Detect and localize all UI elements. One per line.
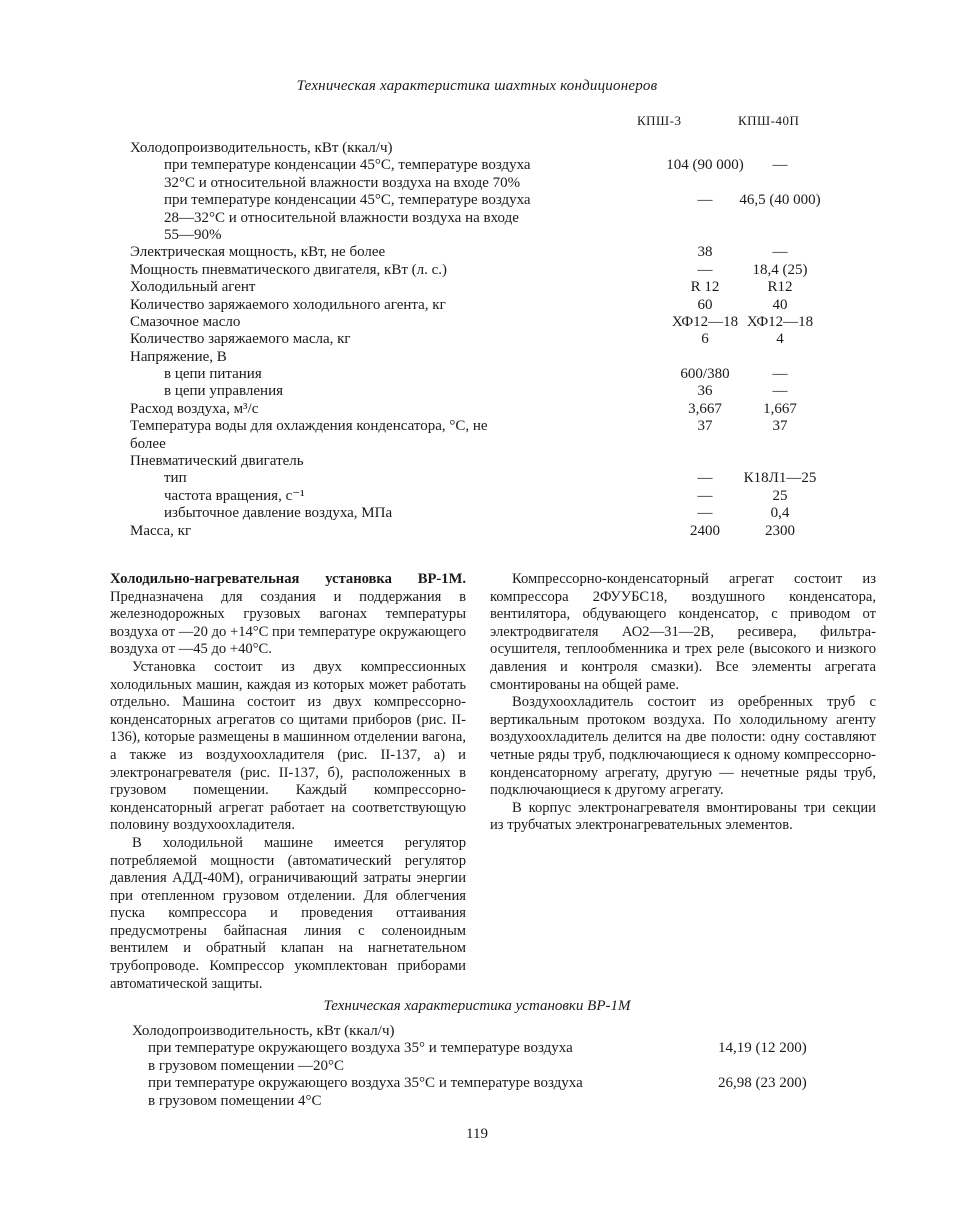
spec-row-label: Холодильный агент xyxy=(130,279,256,296)
paragraph xyxy=(110,571,466,659)
spec-row xyxy=(130,175,850,192)
spec-row-value-kpsh3: 38 xyxy=(697,244,713,261)
spec-row-label: Масса, кг xyxy=(130,522,192,539)
spec-row-value-kpsh40: — xyxy=(772,366,788,383)
spec-row-value-kpsh3: — xyxy=(697,505,713,522)
spec-row-value-kpsh40: — xyxy=(772,157,788,174)
spec-row-label: Расход воздуха, м³/с xyxy=(130,400,259,417)
spec-row-value-kpsh40: ХФ12—18 xyxy=(746,313,814,330)
spec-row-value-kpsh3: 600/380 xyxy=(680,366,730,383)
spec-row-label: 28—32°С и относительной влажности воздуха на входе xyxy=(164,209,519,226)
spec-row-label: Количество заряжаемого холодильного агента, кг xyxy=(130,296,446,313)
spec-row-value-kpsh40: 46,5 (40 000) xyxy=(739,192,821,209)
spec-row-value-kpsh40: 2300 xyxy=(765,522,795,539)
spec2-row-label: в грузовом помещении 4°С xyxy=(148,1092,322,1109)
spec-row-value-kpsh3: R 12 xyxy=(690,279,720,296)
table1-title: Техническая характеристика шахтных кондиционеров xyxy=(296,78,658,94)
text-column-left xyxy=(110,571,466,993)
spec-row-label: в цепи питания xyxy=(164,366,262,383)
spec-row-label: Мощность пневматического двигателя, кВт (л. с.) xyxy=(130,261,448,278)
spec-row-value-kpsh3: 37 xyxy=(697,418,713,435)
spec-row xyxy=(130,227,850,244)
spec-row xyxy=(130,210,850,227)
spec-row xyxy=(130,140,850,157)
spec-table-1 xyxy=(130,140,850,540)
spec-row-label: Температура воды для охлаждения конденсатора, °С, не xyxy=(130,418,488,435)
spec-row xyxy=(130,453,850,470)
spec-row xyxy=(130,349,850,366)
spec-row-value-kpsh40: 1,667 xyxy=(763,400,797,417)
paragraph: Установка состоит из двух компрессионных холодильных машин, каждая из которых может работать отдельно. Машина состоит из двух компрессорно-конденсаторных агрегатов со щитами приборов (рис. II-136), которые размещены в машинном отделении вагона, а также из воздухоохладителя (рис. II-137, а) и электронагревателя (рис. II-137, б), расположенных в грузовом помещении. Каждый компрессорно-конденсаторный агрегат работает на соответствующую половину воздухоохладителя. xyxy=(110,658,466,834)
spec-row-value-kpsh3: 2400 xyxy=(690,522,720,539)
section-heading: Холодильно-нагревательная установка ВР-1М. xyxy=(110,571,466,587)
spec-row xyxy=(130,418,850,435)
text-column-right xyxy=(490,571,876,835)
column-header-kpsh40: КПШ-40П xyxy=(738,113,800,128)
spec-row xyxy=(130,436,850,453)
spec-row xyxy=(130,470,850,487)
spec-row-value-kpsh3: ХФ12—18 xyxy=(671,313,739,330)
spec-row xyxy=(130,297,850,314)
spec-row-label: при температуре конденсации 45°С, температуре воздуха xyxy=(164,192,531,209)
spec-row xyxy=(130,401,850,418)
spec-row xyxy=(130,314,850,331)
spec2-row-label: при температуре окружающего воздуха 35°С и температуре воздуха xyxy=(148,1075,583,1092)
spec-row-label: при температуре конденсации 45°С, температуре воздуха xyxy=(164,157,531,174)
spec-row-value-kpsh40: 40 xyxy=(772,296,788,313)
spec-row-value-kpsh40: R12 xyxy=(767,279,793,296)
spec-row xyxy=(130,262,850,279)
paragraph: Воздухоохладитель состоит из оребренных труб с вертикальным протоком воздуха. По холодильному агенту воздухоохладитель делится на две полости: одну составляют четные ряды труб, подключающиеся к одному компрессорно-конденсаторному агрегату, другую — нечетные ряды труб, подключающиеся к другому агрегату. xyxy=(490,694,876,799)
spec-row-value-kpsh3: — xyxy=(697,487,713,504)
spec-row-label: Пневматический двигатель xyxy=(130,453,304,470)
spec-row-value-kpsh40: — xyxy=(772,244,788,261)
paragraph: Компрессорно-конденсаторный агрегат состоит из компрессора 2ФУУБС18, воздушного конденсатора, вентилятора, обдувающего конденсатор, с приводом от электродвигателя АО2—31—2В, ресивера, фильтра-осушителя, теплообменника и трех реле (высокого и низкого давления и контроля смазки). Все элементы агрегата смонтированы на общей раме. xyxy=(490,571,876,693)
spec-row-value-kpsh3: — xyxy=(697,470,713,487)
page-number: 119 xyxy=(466,1126,488,1142)
spec-row-value-kpsh40: 25 xyxy=(772,487,788,504)
spec-row xyxy=(130,157,850,174)
spec-row-value-kpsh3: 36 xyxy=(697,383,713,400)
column-header-kpsh3: КПШ-3 xyxy=(637,113,682,128)
spec-row-label: избыточное давление воздуха, МПа xyxy=(164,505,393,522)
spec-row xyxy=(130,331,850,348)
spec-row-label: Электрическая мощность, кВт, не более xyxy=(130,244,386,261)
spec-row-label: Холодопроизводительность, кВт (ккал/ч) xyxy=(130,140,393,156)
spec-row-value-kpsh40: 37 xyxy=(772,418,788,435)
spec2-row-value: 14,19 (12 200) xyxy=(718,1040,807,1057)
spec-row xyxy=(130,488,850,505)
spec-row xyxy=(130,383,850,400)
spec-row-value-kpsh3: — xyxy=(697,261,713,278)
spec-row-value-kpsh3: 3,667 xyxy=(688,400,722,417)
spec-row-value-kpsh3: — xyxy=(697,192,713,209)
table2-title: Техническая характеристика установки ВР-1М xyxy=(323,998,631,1014)
spec-row-value-kpsh40: К18Л1—25 xyxy=(743,470,817,487)
spec-row-label: 55—90% xyxy=(164,226,222,243)
spec-row-label: тип xyxy=(164,470,187,487)
spec-table-2 xyxy=(132,1023,832,1110)
spec-row xyxy=(130,279,850,296)
spec-row-value-kpsh3: 60 xyxy=(697,296,713,313)
spec-row-label: Напряжение, В xyxy=(130,348,227,365)
spec2-row-value: 26,98 (23 200) xyxy=(718,1075,807,1092)
spec-row xyxy=(130,505,850,522)
paragraph: В корпус электронагревателя вмонтированы три секции из трубчатых электронагревательных элементов. xyxy=(490,799,876,834)
spec2-row-label: при температуре окружающего воздуха 35° и температуре воздуха xyxy=(148,1040,573,1057)
spec-row-value-kpsh3: 6 xyxy=(701,331,709,348)
spec-row-label: Количество заряжаемого масла, кг xyxy=(130,331,351,348)
spec-row-label: Смазочное масло xyxy=(130,313,241,330)
spec-row xyxy=(130,244,850,261)
spec2-row-label: в грузовом помещении —20°С xyxy=(148,1057,344,1074)
spec-row-label: 32°С и относительной влажности воздуха на входе 70% xyxy=(164,174,521,191)
spec-row xyxy=(130,192,850,209)
spec-row-label: частота вращения, с⁻¹ xyxy=(164,487,305,504)
paragraph: В холодильной машине имеется регулятор потребляемой мощности (автоматический регулятор давления АДД-40М), ограничивающий затраты энергии при отепленном грузовом отделении. Для облегчения пуска компрессора и проведения оттаивания предусмотрены байпасная линия с соленоидным вентилем и обратный клапан на нагнетательном трубопроводе. Компрессор укомплектован приборами автоматической защиты. xyxy=(110,834,466,992)
spec-row-value-kpsh3: 104 (90 000) xyxy=(666,157,744,174)
spec2-row-label: Холодопроизводительность, кВт (ккал/ч) xyxy=(132,1023,395,1039)
spec-row-value-kpsh40: — xyxy=(772,383,788,400)
spec-row-value-kpsh40: 4 xyxy=(776,331,784,348)
paragraph-text: Предназначена для создания и поддержания в железнодорожных грузовых вагонах температуры воздуха от —20 до +14°С при температуре окружающего воздуха от —45 до +40°С. xyxy=(110,588,466,658)
spec-row xyxy=(130,366,850,383)
spec-row-label: более xyxy=(130,435,166,452)
spec-row-value-kpsh40: 18,4 (25) xyxy=(752,261,808,278)
spec-row xyxy=(130,523,850,540)
spec-row-value-kpsh40: 0,4 xyxy=(770,505,790,522)
spec-row-label: в цепи управления xyxy=(164,383,283,400)
